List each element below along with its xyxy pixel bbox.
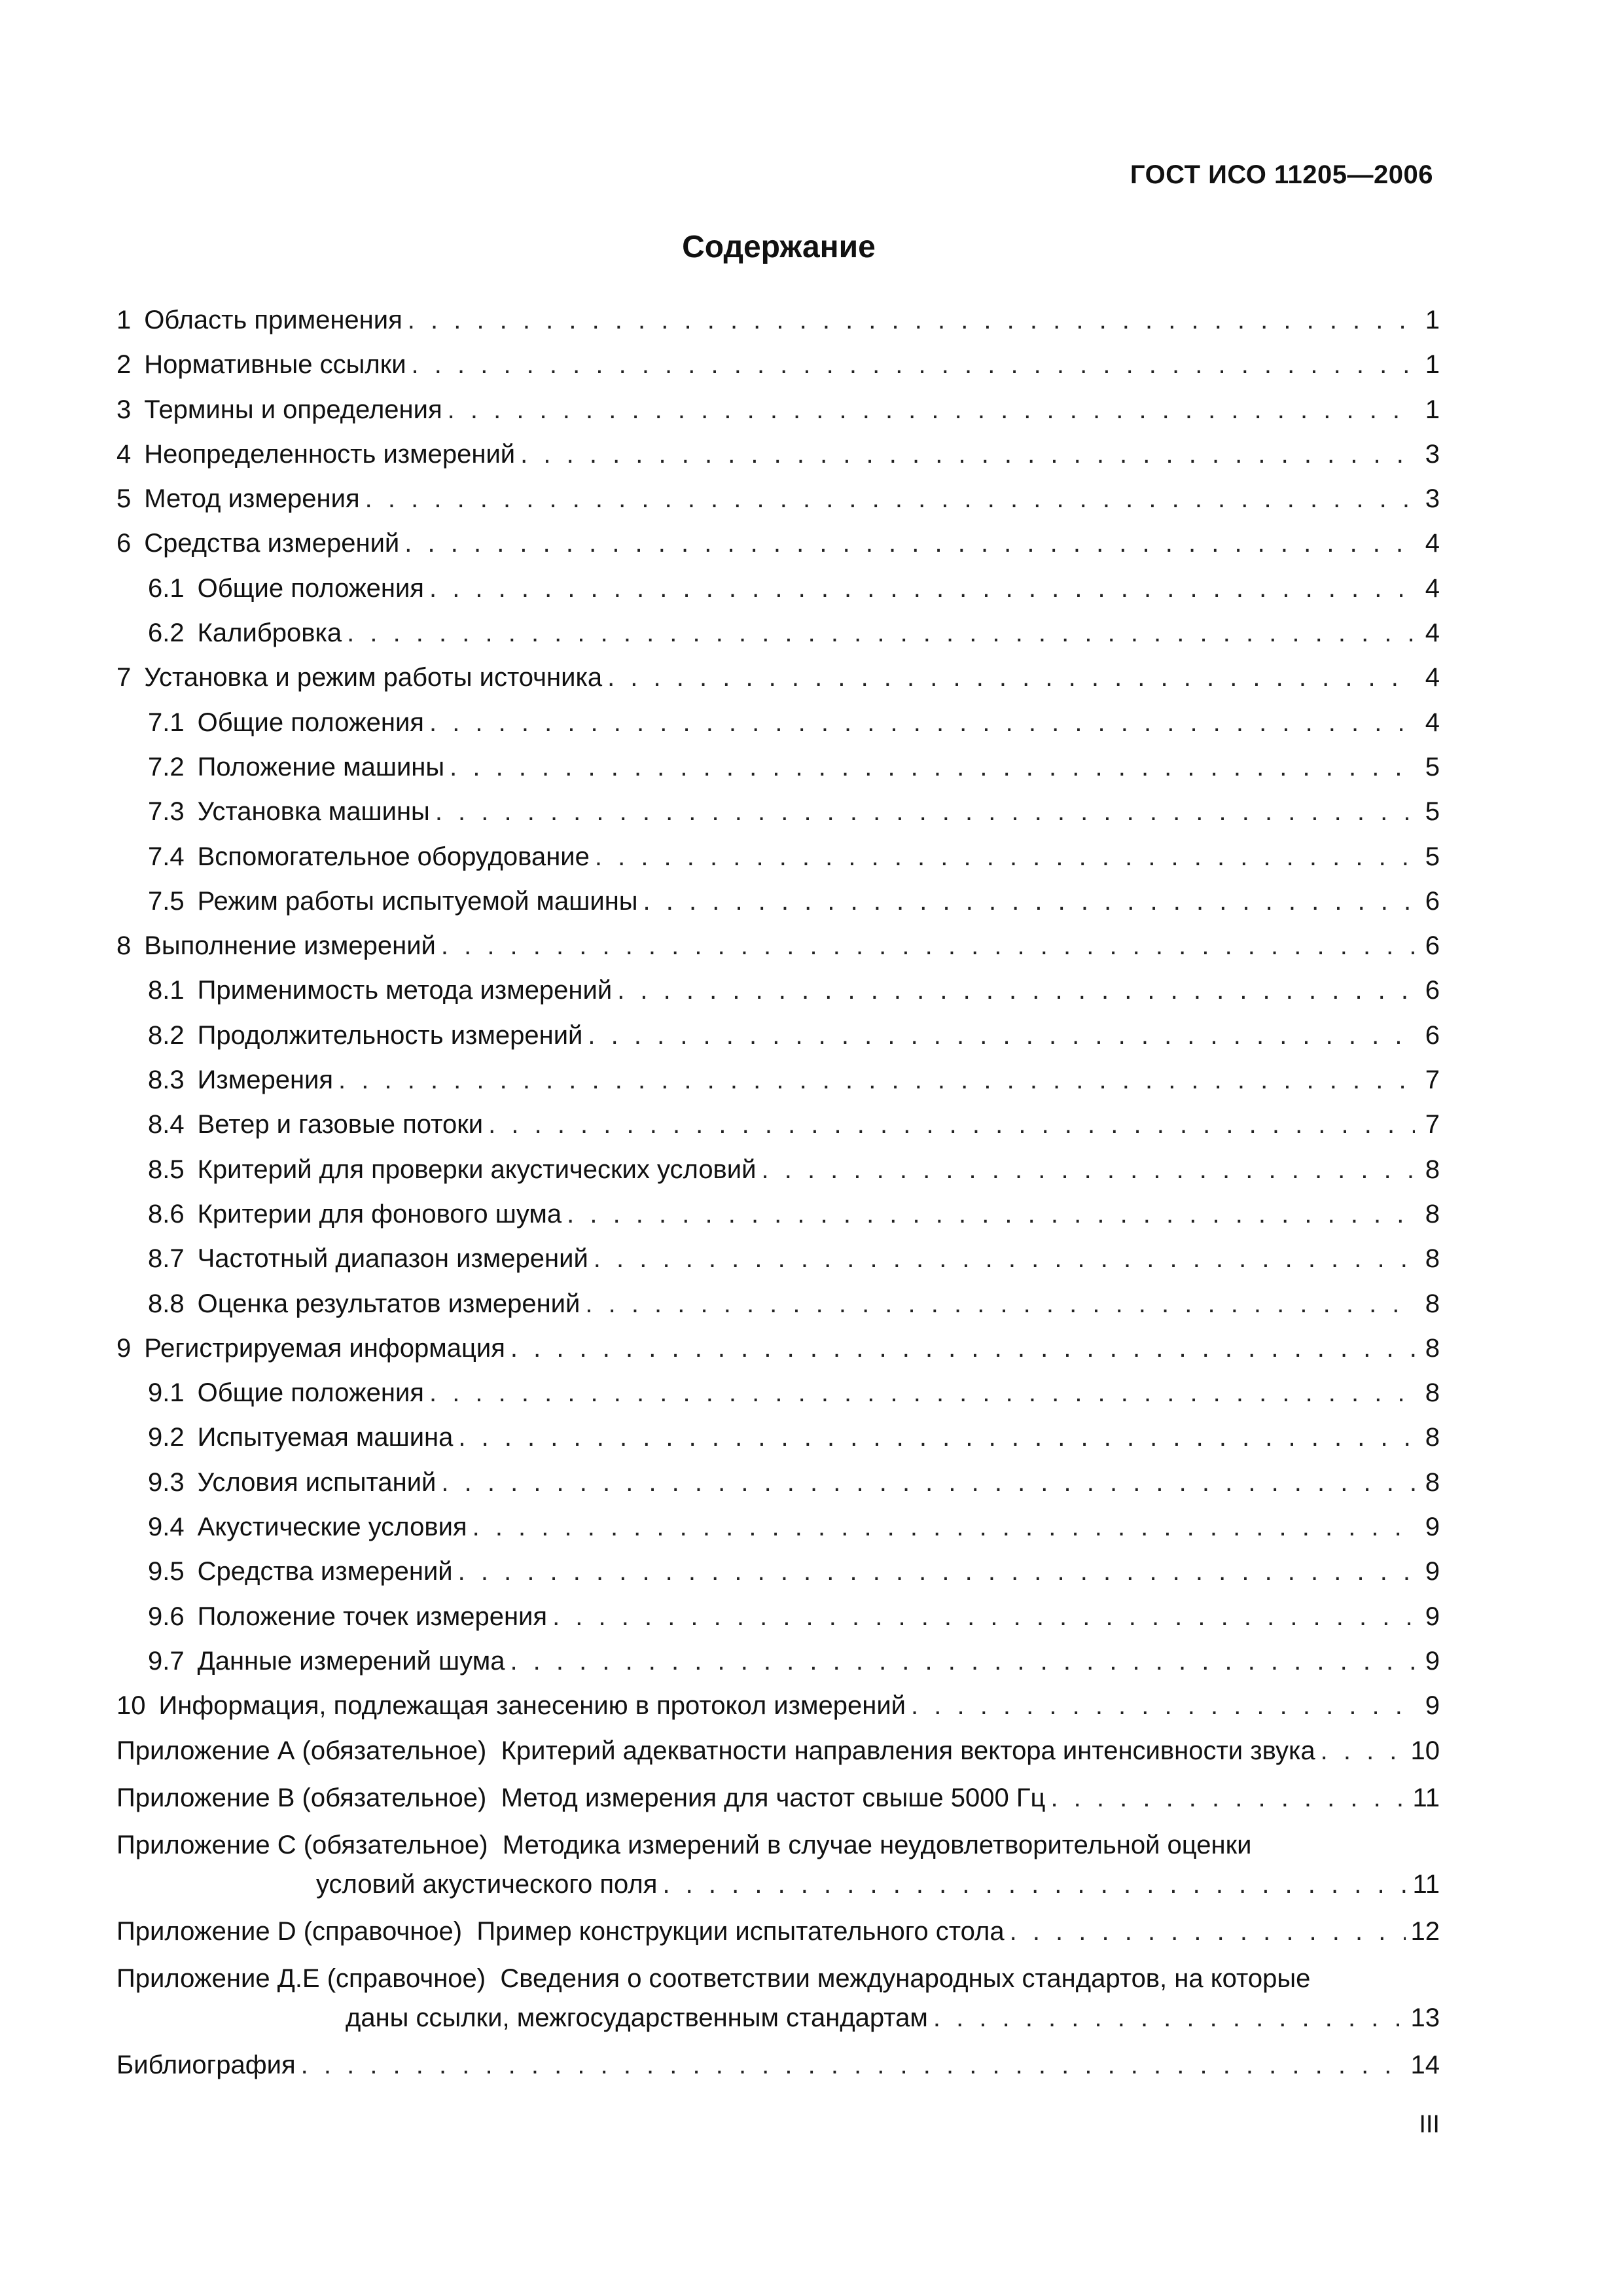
toc-entry-number: 8.7 <box>148 1244 185 1274</box>
dot-leader <box>1321 1731 1406 1770</box>
toc-entry-number: 7.2 <box>148 752 185 781</box>
appendix-first-line <box>116 1959 1440 1998</box>
dot-leader <box>588 1013 1415 1058</box>
appendix-prefix: Приложение В (обязательное) <box>116 1783 487 1812</box>
appendix-prefix: Приложение Д.Е (справочное) <box>116 1964 486 1993</box>
toc-entry-label: Термины и определения <box>144 395 442 424</box>
dot-leader <box>365 476 1415 521</box>
toc-entry-number: 9.4 <box>148 1513 185 1542</box>
toc-entry-number: 9.3 <box>148 1467 185 1497</box>
toc-entry-number: 8.3 <box>148 1066 185 1095</box>
toc-entry-page: 8 <box>1425 1333 1440 1363</box>
toc-entry-number: 9.1 <box>148 1378 185 1408</box>
toc-entry-page: 8 <box>1425 1378 1440 1408</box>
toc-entry-label: Положение машины <box>197 752 445 781</box>
dot-leader <box>412 342 1415 387</box>
toc-entry-label: Условия испытаний <box>197 1467 437 1497</box>
toc-entry-page: 8 <box>1425 1467 1440 1497</box>
toc-entry-page: 7 <box>1425 1110 1440 1139</box>
toc-entry-label: Вспомогательное оборудование <box>197 842 590 871</box>
toc-entry[interactable] <box>116 1102 1440 1147</box>
appendix-page: 12 <box>1410 1916 1440 1946</box>
toc-entry[interactable] <box>116 298 1440 342</box>
toc-entry-label: Выполнение измерений <box>144 931 436 961</box>
toc-entry-label: Метод измерения <box>144 484 360 514</box>
toc-entry-number: 7.3 <box>148 797 185 827</box>
toc-entry-label: Применимость метода измерений <box>197 976 613 1005</box>
toc-entry-number: 2 <box>116 350 132 380</box>
dot-leader <box>617 968 1415 1013</box>
toc-entry-label: Регистрируемая информация <box>144 1333 505 1363</box>
dot-leader <box>585 1282 1415 1326</box>
toc-entry-page: 8 <box>1425 1423 1440 1452</box>
toc-entry-page: 1 <box>1425 306 1440 334</box>
toc-entry[interactable] <box>116 1058 1440 1102</box>
toc-entry-number: 7.1 <box>148 708 185 737</box>
toc-entry-number: 10 <box>116 1691 146 1721</box>
toc-entry-label: Общие положения <box>197 573 424 603</box>
dot-leader <box>429 700 1415 745</box>
dot-leader <box>347 611 1415 655</box>
toc-entry-label: Критерии для фонового шума <box>197 1199 562 1229</box>
toc-entry[interactable] <box>116 789 1440 834</box>
toc-entry[interactable] <box>116 1236 1440 1281</box>
dot-leader <box>458 1549 1415 1594</box>
toc-entry-label: Средства измерений <box>144 529 400 558</box>
dot-leader <box>429 566 1415 611</box>
toc-entry-number: 7.4 <box>148 842 185 871</box>
toc-entry[interactable] <box>116 432 1440 476</box>
toc-entry-page: 5 <box>1425 752 1440 781</box>
dot-leader <box>338 1058 1415 1102</box>
toc-entry-page: 8 <box>1425 1155 1440 1184</box>
appendix-prefix: Приложение D (справочное) <box>116 1916 463 1946</box>
appendix-prefix: Приложение С (обязательное) <box>116 1830 488 1859</box>
dot-leader <box>458 1415 1415 1460</box>
toc-entry[interactable] <box>116 1594 1440 1639</box>
toc-entry-page: 8 <box>1425 1199 1440 1229</box>
dot-leader <box>567 1192 1415 1236</box>
dot-leader <box>520 432 1415 476</box>
toc-entry[interactable] <box>116 566 1440 611</box>
toc-entry-number: 8.4 <box>148 1110 185 1139</box>
toc-entry-label: Общие положения <box>197 1378 424 1408</box>
toc-entry-label: Оценка результатов измерений <box>197 1289 580 1318</box>
toc-entry-page: 4 <box>1425 573 1440 603</box>
toc-appendix-entry[interactable] <box>116 1825 1440 1909</box>
appendix-title-continued: условий акустического поля <box>316 1869 658 1899</box>
appendix-first-line <box>116 1825 1440 1865</box>
toc-entry[interactable] <box>116 1549 1440 1594</box>
dot-leader <box>510 1326 1415 1371</box>
toc-entry-page: 9 <box>1425 1557 1440 1587</box>
bibliography-page: 14 <box>1410 2050 1440 2079</box>
dot-leader <box>408 298 1415 342</box>
toc-entry-page: 4 <box>1425 663 1440 692</box>
toc-entry[interactable] <box>116 342 1440 387</box>
toc-entry-page: 4 <box>1425 619 1440 648</box>
dot-leader <box>933 1998 1406 2037</box>
toc-entry-number: 9.5 <box>148 1557 185 1587</box>
toc-entry[interactable] <box>116 476 1440 521</box>
toc-entry-label: Испытуемая машина <box>197 1423 454 1452</box>
toc-entry-page: 5 <box>1425 797 1440 827</box>
toc-entry-page: 3 <box>1425 484 1440 514</box>
appendix-title: Методика измерений в случае неудовлетворительной оценки <box>502 1830 1252 1859</box>
toc-entry-page: 6 <box>1425 931 1440 961</box>
toc-entry-number: 9 <box>116 1333 132 1363</box>
toc-entry-label: Неопределенность измерений <box>144 439 516 469</box>
toc-entry-page: 5 <box>1425 842 1440 871</box>
toc-entry-label: Установка машины <box>197 797 430 827</box>
bibliography-label: Библиография <box>116 2050 296 2079</box>
dot-leader <box>441 924 1415 968</box>
table-of-contents <box>116 298 1440 2087</box>
document-code: ГОСТ ИСО 11205—2006 <box>1130 160 1433 189</box>
toc-entry[interactable] <box>116 879 1440 924</box>
toc-entry-number: 8.1 <box>148 976 185 1005</box>
toc-entry-label: Положение точек измерения <box>197 1602 548 1631</box>
toc-entry-page: 8 <box>1425 1244 1440 1274</box>
dot-leader <box>594 1236 1415 1281</box>
toc-entry-label: Общие положения <box>197 708 424 737</box>
dot-leader <box>911 1683 1415 1728</box>
toc-entry-number: 7 <box>116 663 132 692</box>
toc-entry-label: Акустические условия <box>197 1513 467 1542</box>
toc-entry[interactable] <box>116 1282 1440 1326</box>
toc-entry-page: 8 <box>1425 1289 1440 1318</box>
dot-leader <box>552 1594 1415 1639</box>
toc-entry-number: 9.7 <box>148 1646 185 1676</box>
toc-title: Содержание <box>682 230 876 264</box>
toc-entry[interactable] <box>116 1683 1440 1728</box>
appendix-page: 11 <box>1412 1783 1440 1812</box>
toc-entry-label: Данные измерений шума <box>197 1646 505 1676</box>
toc-appendix-entry[interactable] <box>116 1912 1440 1956</box>
toc-entry[interactable] <box>116 1326 1440 1371</box>
dot-leader <box>435 789 1415 834</box>
appendix-title: Пример конструкции испытательного стола <box>476 1916 1005 1946</box>
toc-entry[interactable] <box>116 611 1440 655</box>
toc-entry[interactable] <box>116 924 1440 968</box>
toc-bibliography[interactable] <box>116 2043 1440 2087</box>
dot-leader <box>510 1639 1415 1683</box>
toc-entry-label: Средства измерений <box>197 1557 453 1587</box>
dot-leader <box>301 2043 1406 2087</box>
appendix-continuation <box>116 1998 1440 2037</box>
toc-entry-label: Ветер и газовые потоки <box>197 1110 484 1139</box>
toc-entry-label: Режим работы испытуемой машины <box>197 886 638 916</box>
toc-entry-label: Калибровка <box>197 619 342 648</box>
dot-leader <box>473 1505 1415 1549</box>
appendix-continuation <box>116 1865 1440 1904</box>
toc-entry[interactable] <box>116 700 1440 745</box>
toc-entry-label: Установка и режим работы источника <box>144 663 603 692</box>
toc-entry-page: 9 <box>1425 1602 1440 1631</box>
dot-leader <box>404 521 1415 565</box>
appendix-prefix: Приложение А (обязательное) <box>116 1736 487 1765</box>
toc-entry-number: 6 <box>116 529 132 558</box>
toc-entry-number: 7.5 <box>148 886 185 916</box>
dot-leader <box>450 745 1415 789</box>
toc-entry-page: 4 <box>1425 708 1440 737</box>
toc-entry-number: 6.2 <box>148 619 185 648</box>
toc-entry[interactable] <box>116 655 1440 700</box>
toc-appendix-entry[interactable] <box>116 1959 1440 2043</box>
toc-entry-page: 9 <box>1425 1646 1440 1676</box>
toc-entry[interactable] <box>116 1415 1440 1460</box>
toc-entry-number: 9.6 <box>148 1602 185 1631</box>
toc-entry-label: Информация, подлежащая занесению в протокол измерений <box>158 1691 906 1721</box>
appendix-title: Сведения о соответствии международных стандартов, на которые <box>500 1964 1311 1993</box>
appendix-page: 11 <box>1412 1869 1440 1899</box>
toc-entry-label: Измерения <box>197 1066 334 1095</box>
dot-leader <box>429 1371 1415 1415</box>
dot-leader <box>441 1460 1415 1505</box>
toc-entry[interactable] <box>116 745 1440 789</box>
toc-entry-page: 9 <box>1425 1513 1440 1542</box>
appendix-page: 13 <box>1410 2003 1440 2032</box>
dot-leader <box>488 1102 1415 1147</box>
toc-entry-label: Критерий для проверки акустических условий <box>197 1155 757 1184</box>
toc-entry-number: 8.8 <box>148 1289 185 1318</box>
toc-entry-label: Продолжительность измерений <box>197 1020 583 1050</box>
dot-leader <box>448 387 1415 432</box>
dot-leader <box>662 1865 1407 1904</box>
toc-appendix-entry[interactable] <box>116 1731 1440 1776</box>
toc-entry[interactable] <box>116 1147 1440 1192</box>
toc-entry-label: Нормативные ссылки <box>144 350 406 380</box>
toc-entry-number: 8.6 <box>148 1199 185 1229</box>
appendix-page: 10 <box>1410 1736 1440 1765</box>
appendix-title: Метод измерения для частот свыше 5000 Гц <box>501 1783 1046 1812</box>
toc-entry-page: 4 <box>1425 529 1440 558</box>
appendix-line <box>116 1778 1440 1818</box>
toc-entry[interactable] <box>116 834 1440 879</box>
toc-entry-number: 3 <box>116 395 132 424</box>
toc-entry-label: Частотный диапазон измерений <box>197 1244 588 1274</box>
toc-entry-page: 6 <box>1425 1020 1440 1050</box>
toc-entry-number: 5 <box>116 484 132 514</box>
toc-entry-page: 1 <box>1425 395 1440 424</box>
toc-entry-number: 8.2 <box>148 1020 185 1050</box>
toc-entry-page: 7 <box>1425 1066 1440 1095</box>
toc-entry[interactable] <box>116 1192 1440 1236</box>
toc-entry-page: 1 <box>1425 350 1440 380</box>
toc-entry-number: 4 <box>116 439 132 469</box>
toc-entry-page: 6 <box>1425 886 1440 916</box>
dot-leader <box>762 1147 1416 1192</box>
appendix-title: Критерий адекватности направления вектора интенсивности звука <box>501 1736 1315 1765</box>
appendix-title-continued: даны ссылки, межгосударственным стандартам <box>346 2003 928 2032</box>
toc-entry-label: Область применения <box>144 306 402 334</box>
toc-entry[interactable] <box>116 1371 1440 1415</box>
toc-entry-number: 8.5 <box>148 1155 185 1184</box>
toc-entry[interactable] <box>116 387 1440 432</box>
toc-entry[interactable] <box>116 1639 1440 1683</box>
appendix-line <box>116 1731 1440 1770</box>
dot-leader <box>1010 1912 1406 1951</box>
toc-entry-page: 9 <box>1425 1691 1440 1721</box>
toc-entry-number: 9.2 <box>148 1423 185 1452</box>
toc-entry[interactable] <box>116 521 1440 565</box>
toc-entry[interactable] <box>116 1460 1440 1505</box>
toc-entry-number: 6.1 <box>148 573 185 603</box>
toc-entry[interactable] <box>116 968 1440 1013</box>
toc-entry-page: 6 <box>1425 976 1440 1005</box>
toc-entry[interactable] <box>116 1505 1440 1549</box>
toc-entry[interactable] <box>116 1013 1440 1058</box>
toc-entry-page: 3 <box>1425 439 1440 469</box>
toc-entry-number: 1 <box>116 306 132 334</box>
dot-leader <box>1050 1778 1407 1818</box>
dot-leader <box>595 834 1415 879</box>
toc-appendix-entry[interactable] <box>116 1778 1440 1823</box>
dot-leader <box>643 879 1415 924</box>
page-number: III <box>1419 2111 1440 2138</box>
appendix-line <box>116 1912 1440 1951</box>
toc-entry-number: 8 <box>116 931 132 961</box>
dot-leader <box>607 655 1415 700</box>
